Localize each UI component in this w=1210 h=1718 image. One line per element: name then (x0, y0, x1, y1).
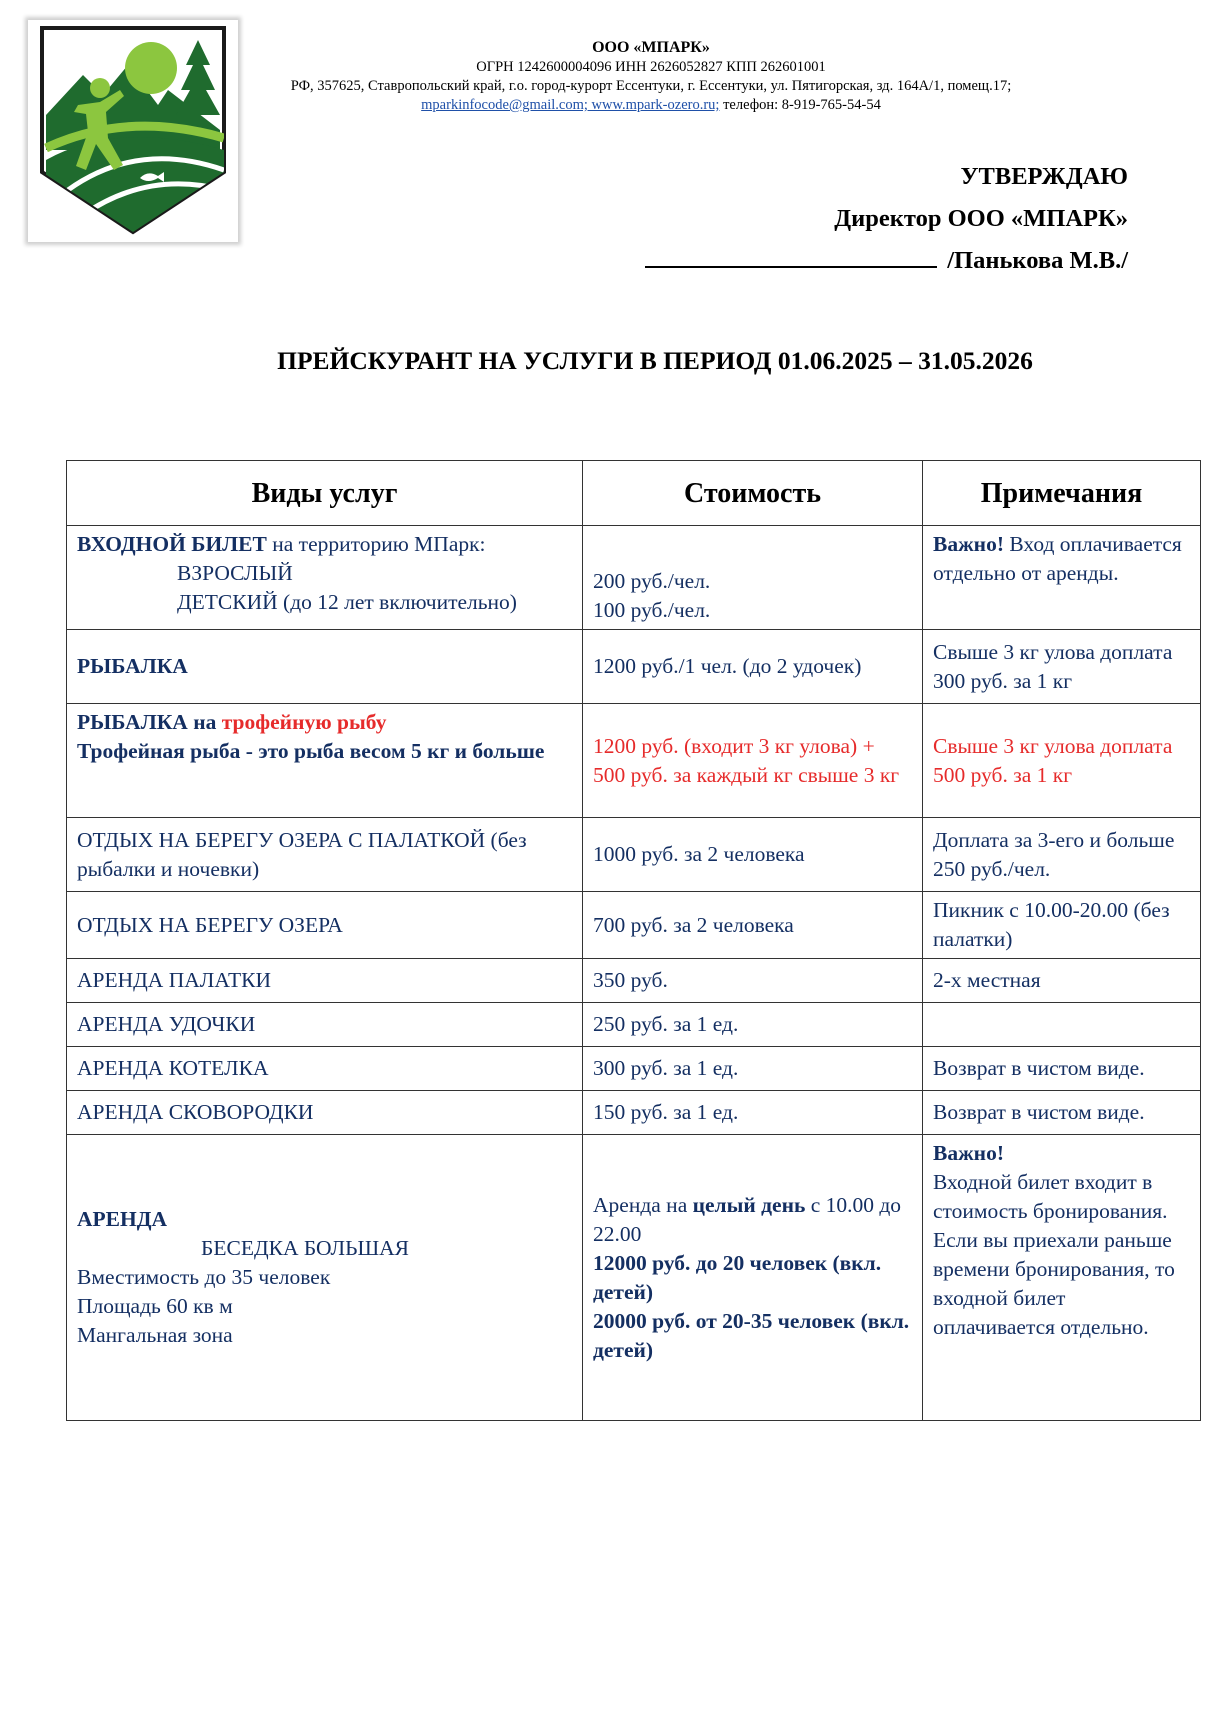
park-emblem-icon (28, 20, 238, 242)
entry-title: ВХОДНОЙ БИЛЕТ (77, 532, 267, 556)
entry-note-bold: Важно! (933, 532, 1004, 556)
company-name: ООО «МПАРК» (592, 39, 710, 56)
trophy-price: 1200 руб. (входит 3 кг улова) + 500 руб. за каждый кг свыше 3 кг (583, 704, 923, 818)
entry-service (67, 526, 583, 630)
row-price: 250 руб. за 1 ед. (583, 1003, 923, 1047)
trophy-title: РЫБАЛКА на (77, 710, 217, 734)
signatory-name: /Панькова М.В./ (947, 247, 1128, 274)
header-notes: Примечания (923, 461, 1201, 526)
row-service: АРЕНДА СКОВОРОДКИ (67, 1091, 583, 1135)
gazebo-note-text: Входной билет входит в стоимость бронирования. Если вы приехали раньше времени бронирования, то входной билет оплачивается отдельно. (933, 1170, 1175, 1339)
row-price: 300 руб. за 1 ед. (583, 1047, 923, 1091)
entry-price-child: 100 руб./чел. (593, 598, 711, 622)
approval-position: Директор ООО «МПАРК» (834, 205, 1128, 232)
signature-line (645, 240, 937, 268)
gazebo-name: БЕСЕДКА БОЛЬШАЯ (201, 1236, 409, 1260)
entry-price (583, 526, 923, 630)
row-price: 700 руб. за 2 человека (583, 892, 923, 959)
fishing-service: РЫБАЛКА (67, 630, 583, 704)
entry-note (923, 526, 1201, 630)
table-header-row (67, 461, 1201, 526)
row-note: Пикник с 10.00-20.00 (без палатки) (923, 892, 1201, 959)
entry-title-rest: на территорию МПарк: (272, 532, 486, 556)
registration-numbers: ОГРН 1242600004096 ИНН 2626052827 КПП 262601001 (476, 59, 826, 75)
trophy-service (67, 704, 583, 818)
fishing-note: Свыше 3 кг улова доплата 300 руб. за 1 кг (923, 630, 1201, 704)
gazebo-note (923, 1135, 1201, 1421)
approval-block (645, 156, 1128, 282)
gazebo-price (583, 1135, 923, 1421)
approval-signature (645, 240, 1128, 282)
row-note (923, 1003, 1201, 1047)
gazebo-price-b: целый день (692, 1192, 806, 1217)
gazebo-area: Площадь 60 кв м (77, 1294, 233, 1318)
row-service: АРЕНДА УДОЧКИ (67, 1003, 583, 1047)
header-price: Стоимость (583, 461, 923, 526)
table-row (67, 892, 1201, 959)
gazebo-service (67, 1135, 583, 1421)
table-row (67, 704, 1201, 818)
entry-child: ДЕТСКИЙ (до 12 лет включительно) (177, 590, 517, 614)
table-row (67, 818, 1201, 892)
row-note: Доплата за 3-его и больше 250 руб./чел. (923, 818, 1201, 892)
row-price: 350 руб. (583, 959, 923, 1003)
document-title: ПРЕЙСКУРАНТ НА УСЛУГИ В ПЕРИОД 01.06.2025 – 31.05.2026 (277, 346, 1033, 375)
trophy-description: Трофейная рыба - это рыба весом 5 кг и больше (77, 739, 545, 763)
table-row (67, 1091, 1201, 1135)
row-note: 2-х местная (923, 959, 1201, 1003)
gazebo-price-c: с 10.00 до 22.00 (593, 1192, 902, 1246)
gazebo-grill: Мангальная зона (77, 1323, 233, 1347)
trophy-title-red: трофейную рыбу (221, 710, 387, 734)
entry-adult: ВЗРОСЛЫЙ (177, 561, 293, 585)
row-note: Возврат в чистом виде. (923, 1047, 1201, 1091)
table-row (67, 959, 1201, 1003)
gazebo-note-bold: Важно! (933, 1141, 1004, 1165)
company-address: РФ, 357625, Ставропольский край, г.о. город-курорт Ессентуки, г. Ессентуки, ул. Пятигорская, зд. 164А/1, помещ.17; (290, 78, 1012, 94)
gazebo-title: АРЕНДА (77, 1207, 168, 1231)
fishing-price: 1200 руб./1 чел. (до 2 удочек) (583, 630, 923, 704)
table-row (67, 630, 1201, 704)
row-note: Возврат в чистом виде. (923, 1091, 1201, 1135)
row-price: 150 руб. за 1 ед. (583, 1091, 923, 1135)
row-service: АРЕНДА КОТЕЛКА (67, 1047, 583, 1091)
company-logo (28, 20, 238, 242)
contact-links[interactable]: mparkinfocode@gmail.com; www.mpark-ozero.ru; (421, 97, 720, 113)
gazebo-price-2: 20000 руб. от 20-35 человек (вкл. детей) (593, 1308, 910, 1362)
row-service: АРЕНДА ПАЛАТКИ (67, 959, 583, 1003)
gazebo-price-a: Аренда на (593, 1192, 688, 1217)
gazebo-capacity: Вместимость до 35 человек (77, 1265, 331, 1289)
table-row (67, 1135, 1201, 1421)
price-table (66, 460, 1201, 1421)
company-contacts (232, 96, 1070, 115)
table-row (67, 1003, 1201, 1047)
company-phone: телефон: 8-919-765-54-54 (723, 97, 881, 113)
table-row (67, 1047, 1201, 1091)
entry-price-adult: 200 руб./чел. (593, 569, 711, 593)
company-info (232, 38, 1070, 115)
approval-heading: УТВЕРЖДАЮ (960, 163, 1128, 190)
gazebo-price-1: 12000 руб. до 20 человек (вкл. детей) (593, 1250, 882, 1304)
header-service: Виды услуг (67, 461, 583, 526)
trophy-note: Свыше 3 кг улова доплата 500 руб. за 1 кг (923, 704, 1201, 818)
row-service: ОТДЫХ НА БЕРЕГУ ОЗЕРА С ПАЛАТКОЙ (без рыбалки и ночевки) (67, 818, 583, 892)
table-row (67, 526, 1201, 630)
row-service: ОТДЫХ НА БЕРЕГУ ОЗЕРА (67, 892, 583, 959)
entry-note-text: Вход оплачивается отдельно от аренды. (933, 532, 1182, 585)
row-price: 1000 руб. за 2 человека (583, 818, 923, 892)
